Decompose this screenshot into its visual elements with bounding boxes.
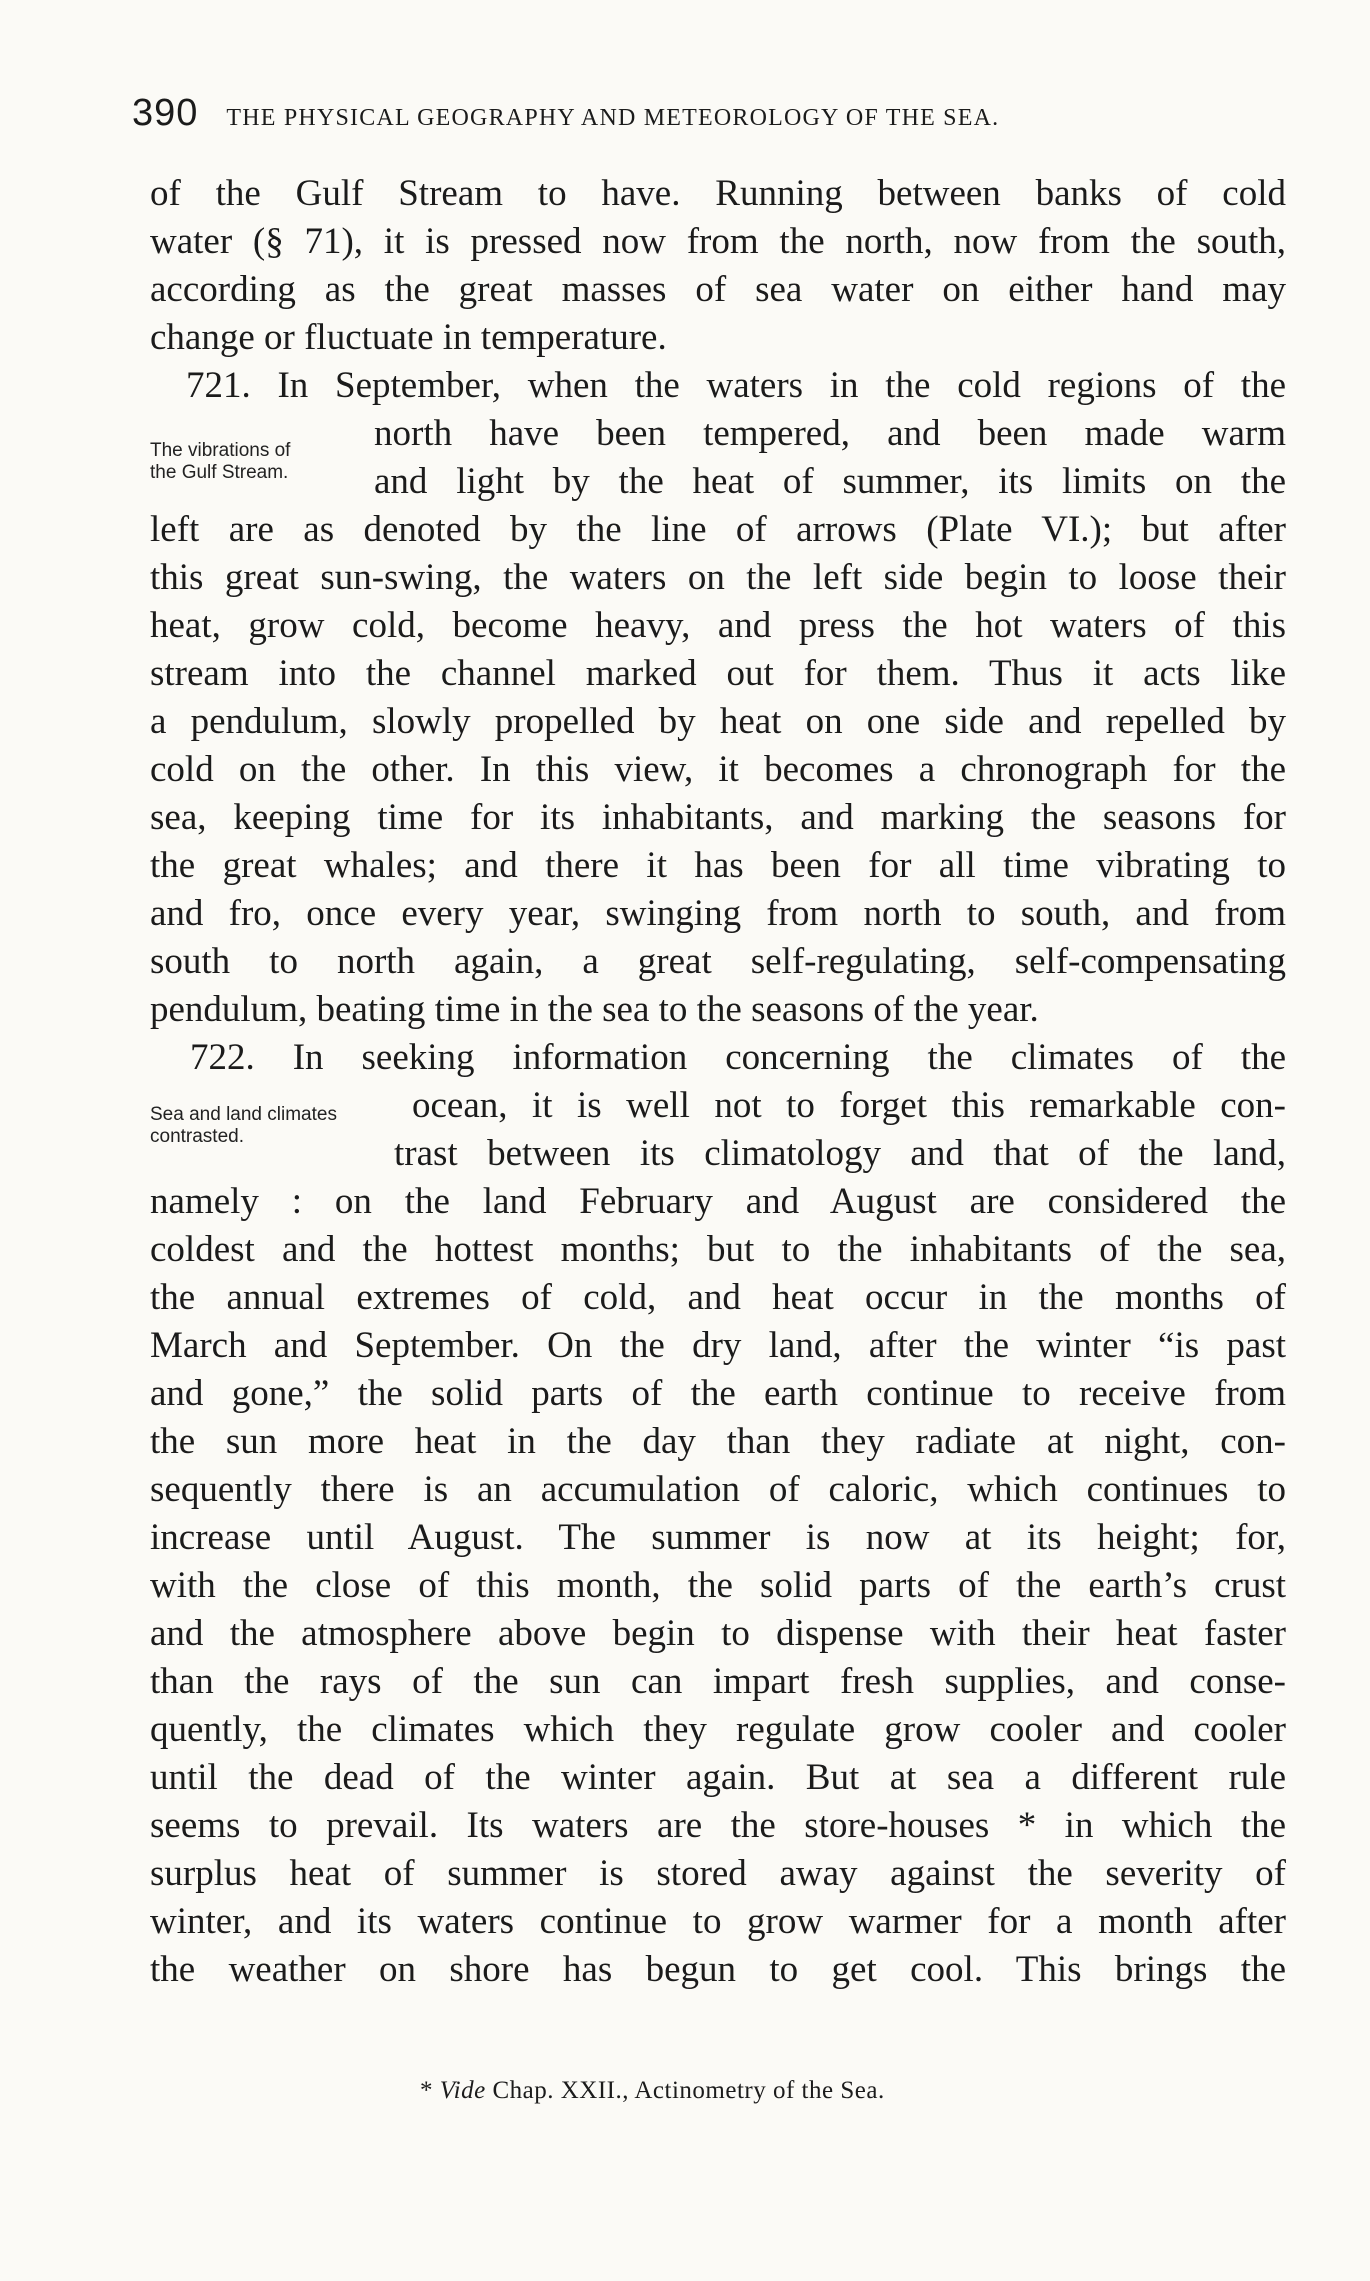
margin-note-line: contrasted. <box>150 1126 244 1147</box>
body-line: 722. In seeking information concerning the climates of the <box>190 1037 1286 1078</box>
body-line: cold on the other. In this view, it becomes a chronograph for the <box>150 749 1286 790</box>
footnote-text: Chap. XXII., Actinometry of the Sea. <box>492 2077 885 2104</box>
body-line: surplus heat of summer is stored away against the severity of <box>150 1853 1286 1894</box>
body-line: with the close of this month, the solid parts of the earth’s crust <box>150 1565 1286 1606</box>
body-line: according as the great masses of sea water on either hand may <box>150 269 1286 310</box>
footnote-vide: Vide <box>439 2077 486 2104</box>
body-line: a pendulum, slowly propelled by heat on one side and repelled by <box>150 701 1286 742</box>
margin-note-line: Sea and land climates <box>150 1104 337 1125</box>
body-line: and light by the heat of summer, its limits on the <box>374 461 1286 502</box>
body-line: sequently there is an accumulation of caloric, which continues to <box>150 1469 1286 1510</box>
body-line: the great whales; and there it has been for all time vibrating to <box>150 845 1286 886</box>
margin-note-line: the Gulf Stream. <box>150 462 289 483</box>
body-line: trast between its climatology and that of the land, <box>394 1133 1286 1174</box>
body-line: stream into the channel marked out for them. Thus it acts like <box>150 653 1286 694</box>
running-head <box>132 92 1222 142</box>
body-line: pendulum, beating time in the sea to the seasons of the year. <box>150 989 1039 1030</box>
body-line: south to north again, a great self-regulating, self-compensating <box>150 941 1286 982</box>
footnote <box>420 2076 885 2106</box>
margin-note-climates <box>150 1104 337 1148</box>
body-line: this great sun-swing, the waters on the left side begin to loose their <box>150 557 1286 598</box>
body-line: than the rays of the sun can impart fresh supplies, and conse- <box>150 1661 1286 1702</box>
body-line: north have been tempered, and been made warm <box>374 413 1286 454</box>
body-line: increase until August. The summer is now at its height; for, <box>150 1517 1286 1558</box>
body-line: March and September. On the dry land, after the winter “is past <box>150 1325 1286 1366</box>
body-line: and fro, once every year, swinging from north to south, and from <box>150 893 1286 934</box>
body-line: and the atmosphere above begin to dispense with their heat faster <box>150 1613 1286 1654</box>
body-line: 721. In September, when the waters in the cold regions of the <box>186 365 1286 406</box>
body-line: the weather on shore has begun to get cool. This brings the <box>150 1949 1286 1990</box>
body-line: heat, grow cold, become heavy, and press the hot waters of this <box>150 605 1286 646</box>
margin-note-vibrations <box>150 440 290 484</box>
body-line: namely : on the land February and August are considered the <box>150 1181 1286 1222</box>
body-line: quently, the climates which they regulate grow cooler and cooler <box>150 1709 1286 1750</box>
body-line: winter, and its waters continue to grow warmer for a month after <box>150 1901 1286 1942</box>
body-line: ocean, it is well not to forget this remarkable con- <box>412 1085 1286 1126</box>
footnote-mark: * <box>420 2077 433 2104</box>
body-line: coldest and the hottest months; but to the inhabitants of the sea, <box>150 1229 1286 1270</box>
body-line: of the Gulf Stream to have. Running between banks of cold <box>150 173 1286 214</box>
page-number: 390 <box>132 92 199 134</box>
body-line: water (§ 71), it is pressed now from the north, now from the south, <box>150 221 1286 262</box>
running-title: THE PHYSICAL GEOGRAPHY AND METEOROLOGY OF THE SEA. <box>226 105 1000 131</box>
body-line: seems to prevail. Its waters are the store-houses * in which the <box>150 1805 1286 1846</box>
body-line: the sun more heat in the day than they radiate at night, con- <box>150 1421 1286 1462</box>
body-line: the annual extremes of cold, and heat occur in the months of <box>150 1277 1286 1318</box>
body-line: until the dead of the winter again. But at sea a different rule <box>150 1757 1286 1798</box>
body-line: and gone,” the solid parts of the earth continue to receive from <box>150 1373 1286 1414</box>
body-line: change or fluctuate in temperature. <box>150 317 667 358</box>
body-line: sea, keeping time for its inhabitants, and marking the seasons for <box>150 797 1286 838</box>
body-line: left are as denoted by the line of arrows (Plate VI.); but after <box>150 509 1286 550</box>
margin-note-line: The vibrations of <box>150 440 291 461</box>
